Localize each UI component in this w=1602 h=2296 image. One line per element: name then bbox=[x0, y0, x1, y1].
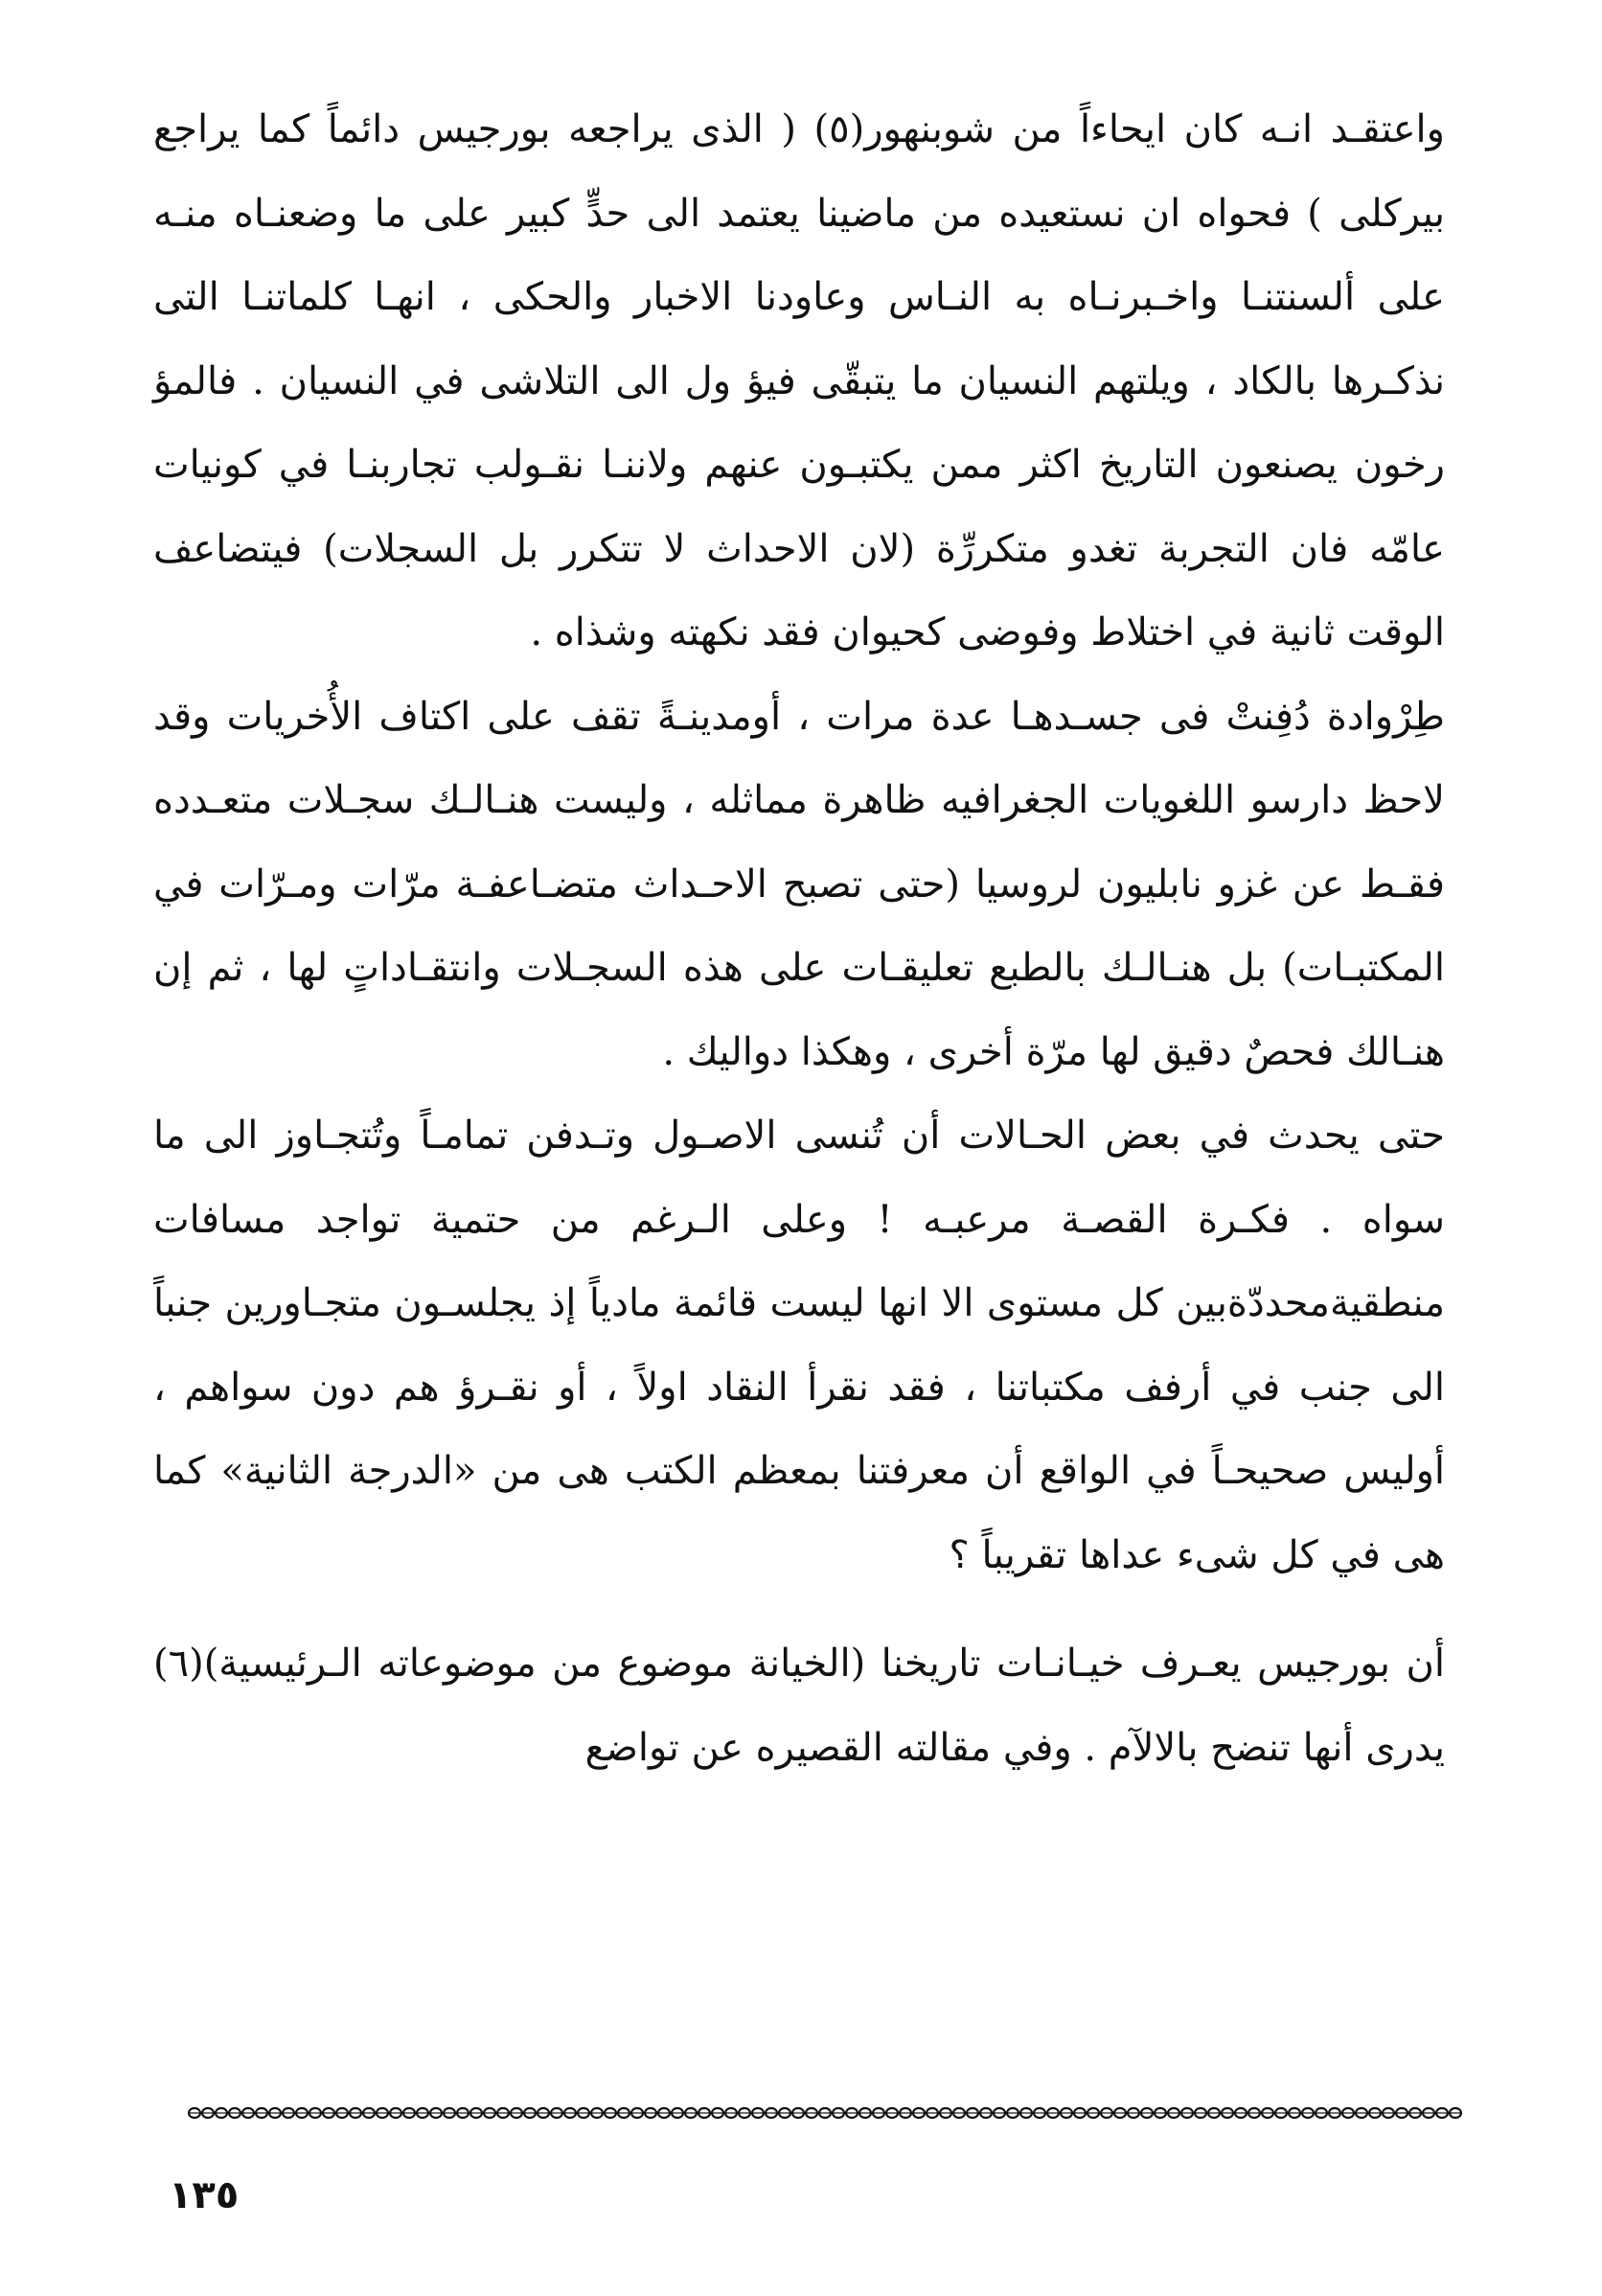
paragraph-4: أن بورجيس يعـرف خيـانـات تاريخنا (الخيانة موضوع من موضوعاته الـرئيسية)(٦) يدرى أنها تنضح بالالآم . وفي مقالته القصيره عن تواضع bbox=[153, 1642, 1445, 1770]
body-text bbox=[153, 88, 1445, 1790]
page-number: ١٣٥ bbox=[169, 2173, 240, 2217]
paragraph-2: طِرْوادة دُفِنتْ فى جسـدهـا عدة مرات ، أومدينـةً تقف على اكتاف الأُخريات وقد لاحظ دارسو اللغويات الجغرافيه ظاهرة مماثله ، وليست هنـالـك سجـلات متعـدده فقـط عن غزو نابليون لروسيا (حتى تصبح الاحـداث متضـاعفـة مرّات ومـرّات في المكتبـات) بل هنـالـك بالطبع تعليقـات على هذه السجـلات وانتقـاداتٍ لها ، ثم إن هنـالك فحصٌ دقيق لها مرّة أخرى ، وهكذا دواليك . bbox=[153, 694, 1445, 1074]
decorative-rule bbox=[188, 2105, 1462, 2121]
paragraph-3: حتى يحدث في بعض الحـالات أن تُنسى الاصـول وتـدفن تمامـاً وتُتجـاوز الى ما سواه . فكـرة القصـة مرعبـه ! وعلى الـرغم من حتمية تواجد مسافات منطقيةمحددّةبين كل مستوى الا انها ليست قائمة مادياً إذ يجلسـون متجـاورين جنباً الى جنب في أرفف مكتباتنا ، فقد نقرأ النقاد اولاً ، أو نقـرؤ هم دون سواهم ، أوليس صحيحـاً في الواقع أن معرفتنا بمعظم الكتب هى من «الدرجة الثانية» كما هى في كل شىء عداها تقريباً ؟ bbox=[153, 1114, 1445, 1577]
paragraph-1: واعتقـد انـه كان ايحاءاً من شوبنهور(٥) ( الذى يراجعه بورجيس دائماً كما يراجع بيركلى ) فحواه ان نستعيده من ماضينا يعتمد الى حدٍّ كبير على ما وضعنـاه منـه على ألسنتنـا واخـبرنـاه به النـاس وعاودنا الاخبار والحكى ، انهـا كلماتنـا التى نذكـرها بالكاد ، ويلتهم النسيان ما يتبقّى فيؤ ول الى التلاشى في النسيان . فالمؤ رخون يصنعون التاريخ اكثر ممن يكتبـون عنهم ولاننـا نقـولب تجاربنـا في كونيات عامّه فان التجربة تغدو متكررِّة (لان الاحداث لا تتكرر بل السجلات) فيتضاعف الوقت ثانية في اختلاط وفوضى كحيوان فقد نكهته وشذاه . bbox=[153, 107, 1445, 654]
